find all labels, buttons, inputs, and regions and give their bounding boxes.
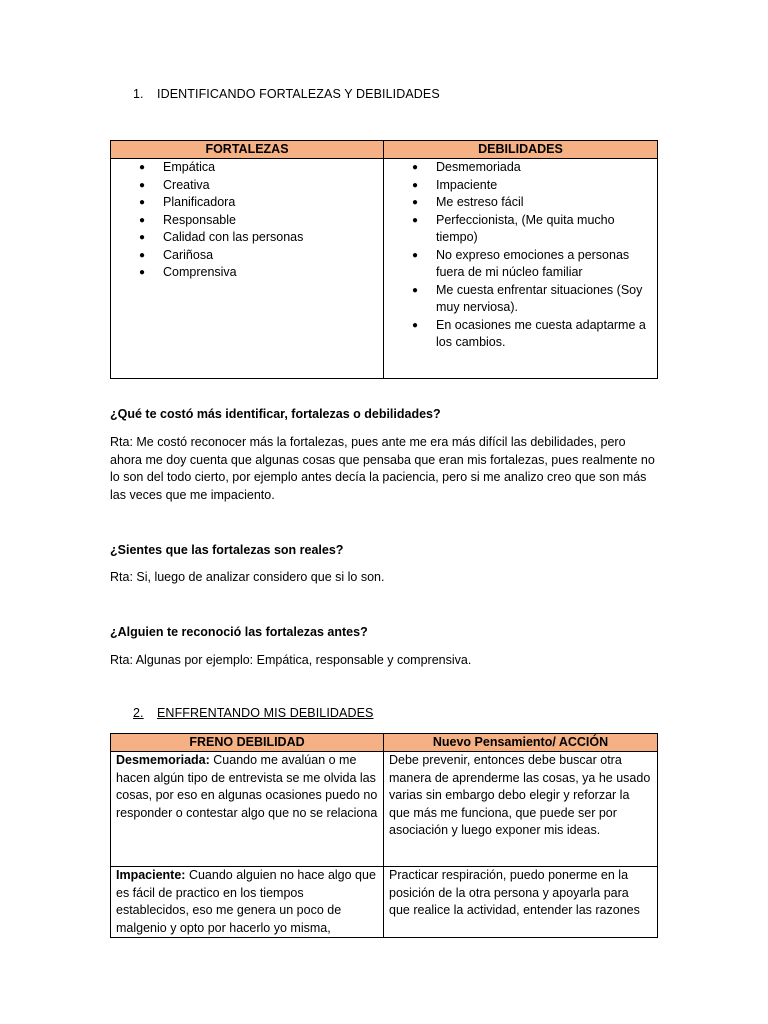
list-item: ● Responsable [111,212,383,230]
accion-cell [384,867,658,938]
weakness-description: Cuando me avalúan o me hacen algún tipo de entrevista se me olvida las cosas, por eso en algunas ocasiones puedo no responder o contestar algo que no se relaciona [116,753,378,820]
strengths-weaknesses-table [110,140,658,379]
accion-cell [384,752,658,867]
debilidades-list [384,159,657,352]
list-item: ● Me cuesta enfrentar situaciones (Soy muy nerviosa). [384,282,657,317]
header-fortalezas: FORTALEZAS [111,141,384,159]
action-description: Debe prevenir, entonces debe buscar otra manera de aprenderme las cosas, ya he usado varias sin embargo debo elegir y reforzar la que más me funciona, que puede ser por asociación y luego exponer mis ideas. [389,753,651,837]
list-item: ● Comprensiva [111,264,383,282]
list-item: ● Desmemoriada [384,159,657,177]
list-item: ● Me estreso fácil [384,194,657,212]
list-item: ● Calidad con las personas [111,229,383,247]
fortalezas-cell [111,159,384,379]
freno-cell [111,867,384,938]
header-freno-debilidad: FRENO DEBILIDAD [111,734,384,752]
list-item: ● Planificadora [111,194,383,212]
answer-3: Rta: Algunas por ejemplo: Empática, responsable y comprensiva. [110,653,472,667]
section-2-heading [133,706,373,720]
list-item: ● No expreso emociones a personas fuera de mi núcleo familiar [384,247,657,282]
list-item: ● Empática [111,159,383,177]
weakness-action-table [110,733,658,938]
freno-cell [111,752,384,867]
section-1-number: 1. [133,87,144,101]
section-2-number: 2. [133,706,144,720]
answer-2: Rta: Si, luego de analizar considero que si lo son. [110,570,385,584]
answer-1: Rta: Me costó reconocer más la fortalezas, pues ante me era más difícil las debilidades, pero ahora me doy cuenta que algunas cosas que pensaba que eran mis fortalezas, pues realmente no lo son del todo cierto, por ejemplo antes decía la paciencia, pero si me analizo creo que son más las veces que me impaciento. [110,435,655,502]
action-description: Practicar respiración, puedo ponerme en la posición de la otra persona y apoyarla para que realice la actividad, entender las razones [389,868,640,917]
question-3: ¿Alguien te reconoció las fortalezas antes? [110,625,368,639]
header-debilidades: DEBILIDADES [384,141,658,159]
list-item: ● Perfeccionista, (Me quita mucho tiempo) [384,212,657,247]
list-item: ● Cariñosa [111,247,383,265]
debilidades-cell [384,159,658,379]
list-item: ● Creativa [111,177,383,195]
weakness-term: Desmemoriada: [116,753,210,767]
fortalezas-list [111,159,383,282]
table-row [111,752,658,867]
weakness-term: Impaciente: [116,868,186,882]
section-1-heading [133,87,440,101]
weakness-description: Cuando alguien no hace algo que es fácil de practico en los tiempos establecidos, eso me genera un poco de malgenio y opto por hacerlo yo misma, [116,868,376,935]
section-1-title: IDENTIFICANDO FORTALEZAS Y DEBILIDADES [157,87,440,101]
question-2: ¿Sientes que las fortalezas son reales? [110,543,344,557]
list-item: ● Impaciente [384,177,657,195]
header-nuevo-pensamiento: Nuevo Pensamiento/ ACCIÓN [384,734,658,752]
table-row [111,867,658,938]
question-1: ¿Qué te costó más identificar, fortalezas o debilidades? [110,407,441,421]
list-item: ● En ocasiones me cuesta adaptarme a los cambios. [384,317,657,352]
section-2-title: ENFFRENTANDO MIS DEBILIDADES [157,706,374,720]
